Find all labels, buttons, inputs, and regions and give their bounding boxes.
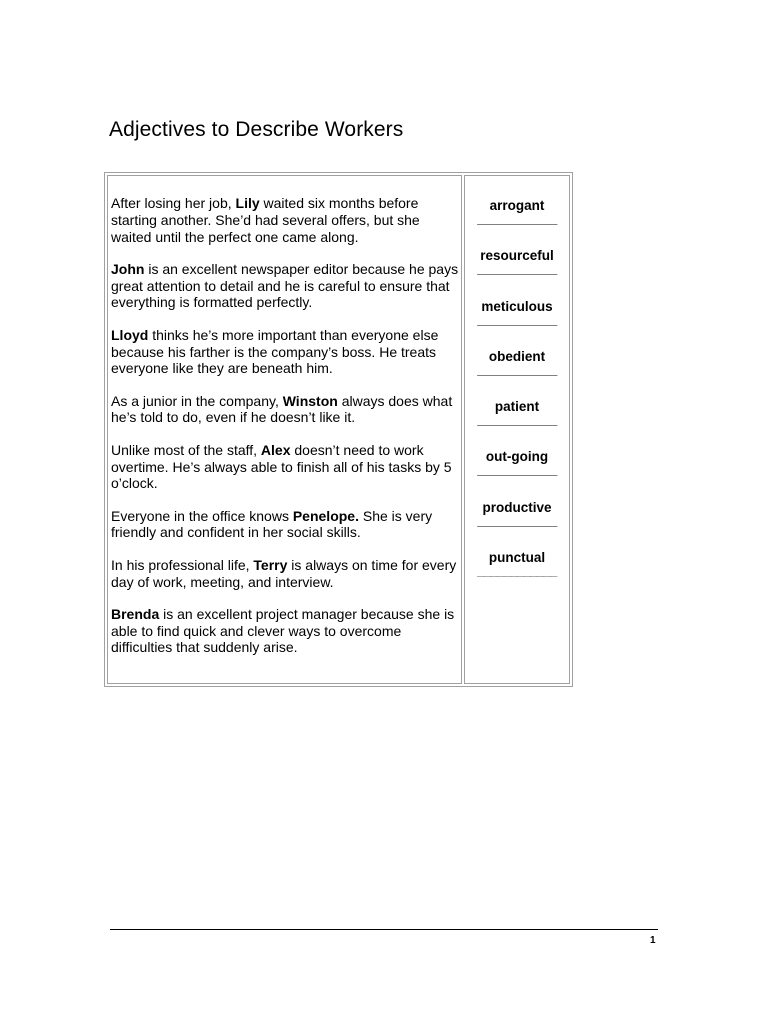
adjective: patient <box>494 399 540 415</box>
word-bank-item <box>465 499 569 549</box>
sentence-text: always does what he’s told to do, even if he doesn’t like it. <box>111 392 453 426</box>
sentence-text: is always on time for every day of work, meeting, and interview. <box>111 556 457 590</box>
sentence <box>111 508 461 542</box>
worker-name: Alex <box>260 441 291 458</box>
adjective: punctual <box>488 550 546 566</box>
sentence-text: Everyone in the office knows <box>111 507 293 524</box>
sentence-text: doesn’t need to work overtime. He’s always able to finish all of his tasks by 5 o’clock. <box>111 441 452 492</box>
sentence-text: Unlike most of the staff, <box>111 441 261 458</box>
sentence-text: After losing her job, <box>111 195 236 211</box>
answer-blank: ____________ <box>477 212 557 225</box>
word-bank-cell <box>464 175 570 684</box>
answer-blank: ____________ <box>477 513 557 527</box>
sentence-text: is an excellent project manager because she is able to find quick and clever ways to overcome difficulties that suddenly arise. <box>111 605 455 656</box>
sentence <box>111 327 461 377</box>
word-bank-item <box>465 348 569 398</box>
sentence-text: thinks he’s more important than everyone else because his farther is the company’s boss. He treats everyone like they are beneath him. <box>111 326 439 377</box>
word-bank-item <box>465 197 569 247</box>
worker-name: John <box>111 260 145 277</box>
worker-name: Lloyd <box>111 326 149 343</box>
sentence <box>111 393 461 427</box>
footer-rule <box>110 929 658 930</box>
word-bank-item <box>465 247 569 297</box>
sentence <box>111 606 461 656</box>
answer-blank: ____________ <box>477 564 557 578</box>
word-bank-item <box>465 549 569 599</box>
adjective: out-going <box>485 449 549 465</box>
adjective: resourceful <box>480 248 554 264</box>
worker-name: Brenda <box>111 605 160 622</box>
sentence <box>111 195 461 245</box>
word-bank-item <box>465 398 569 448</box>
sentences-cell <box>107 175 462 684</box>
adjective: productive <box>482 499 552 515</box>
worker-name: Terry <box>253 556 288 573</box>
page-title: Adjectives to Describe Workers <box>109 118 404 141</box>
sentence <box>111 261 461 311</box>
word-bank-item <box>465 298 569 348</box>
sentence-text: She is very friendly and confident in her social skills. <box>111 507 433 541</box>
page-number: 1 <box>650 935 656 946</box>
answer-blank: ____________ <box>477 262 557 276</box>
answer-blank: ____________ <box>477 463 557 477</box>
adjective: meticulous <box>481 298 553 314</box>
exercise-table <box>104 172 573 687</box>
sentence-text: As a junior in the company, <box>111 392 283 409</box>
adjective: obedient <box>488 348 546 364</box>
worker-name: Winston <box>282 392 338 409</box>
sentence <box>111 442 461 492</box>
adjective: arrogant <box>489 198 545 213</box>
sentence-text: In his professional life, <box>111 556 254 573</box>
worker-name: Penelope. <box>292 507 359 524</box>
sentence <box>111 557 461 591</box>
word-bank-item <box>465 448 569 498</box>
sentence-text: is an excellent newspaper editor because he pays great attention to detail and he is careful to ensure that everything is formatted perfectly. <box>111 260 459 311</box>
sentence-text: waited six months before starting another. She’d had several offers, but she waited until the perfect one came along. <box>111 195 420 245</box>
worker-name: Lily <box>235 195 260 211</box>
answer-blank: ____________ <box>477 362 557 376</box>
answer-blank: ____________ <box>477 312 557 326</box>
answer-blank: ____________ <box>477 413 557 427</box>
